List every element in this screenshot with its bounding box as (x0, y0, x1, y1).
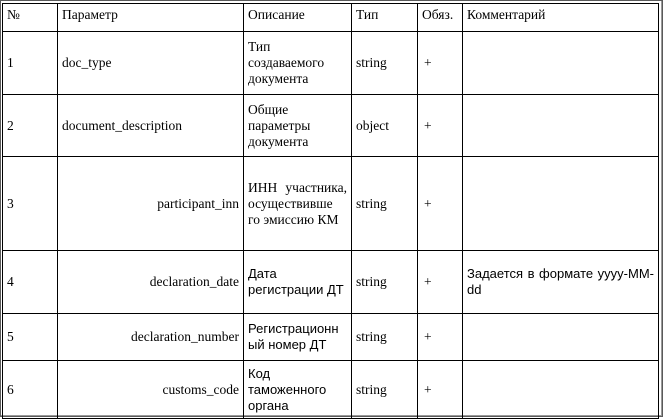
row-required: + (418, 251, 463, 314)
row-type: string (352, 251, 418, 314)
table-row (3, 157, 659, 251)
row-parameter: document_description (58, 95, 244, 157)
row-description: Общие параметры документа (244, 95, 352, 157)
parameters-table (2, 3, 659, 419)
row-required: + (418, 157, 463, 251)
row-number: 6 (3, 361, 58, 419)
header-parameter: Параметр (58, 4, 244, 32)
row-required: + (418, 314, 463, 361)
row-description: Код таможенного органа (244, 361, 352, 419)
row-type: string (352, 361, 418, 419)
row-parameter: declaration_number (58, 314, 244, 361)
row-description: Регистрационн ый номер ДТ (244, 314, 352, 361)
row-number: 2 (3, 95, 58, 157)
row-description: ИНН участника, осуществивше го эмиссию КМ (244, 157, 352, 251)
table-row (3, 361, 659, 419)
row-comment (463, 361, 659, 419)
row-comment: Задается в формате yyyy-MM-dd (463, 251, 659, 314)
row-type: object (352, 95, 418, 157)
row-type: string (352, 32, 418, 95)
row-parameter: customs_code (58, 361, 244, 419)
row-number: 1 (3, 32, 58, 95)
row-comment (463, 95, 659, 157)
row-type: string (352, 157, 418, 251)
row-description: Тип создаваемого документа (244, 32, 352, 95)
table-row (3, 32, 659, 95)
table-row (3, 251, 659, 314)
row-required: + (418, 32, 463, 95)
row-number: 5 (3, 314, 58, 361)
header-required: Обяз. (418, 4, 463, 32)
row-required: + (418, 95, 463, 157)
row-description: Дата регистрации ДТ (244, 251, 352, 314)
table-row (3, 95, 659, 157)
row-parameter: declaration_date (58, 251, 244, 314)
header-description: Описание (244, 4, 352, 32)
table-header-row (3, 4, 659, 32)
header-type: Тип (352, 4, 418, 32)
row-parameter: doc_type (58, 32, 244, 95)
row-parameter: participant_inn (58, 157, 244, 251)
row-comment (463, 32, 659, 95)
row-required: + (418, 361, 463, 419)
row-number: 4 (3, 251, 58, 314)
header-comment: Комментарий (463, 4, 659, 32)
table-row (3, 314, 659, 361)
row-type: string (352, 314, 418, 361)
row-comment (463, 314, 659, 361)
row-number: 3 (3, 157, 58, 251)
header-number: № (3, 4, 58, 32)
row-comment (463, 157, 659, 251)
